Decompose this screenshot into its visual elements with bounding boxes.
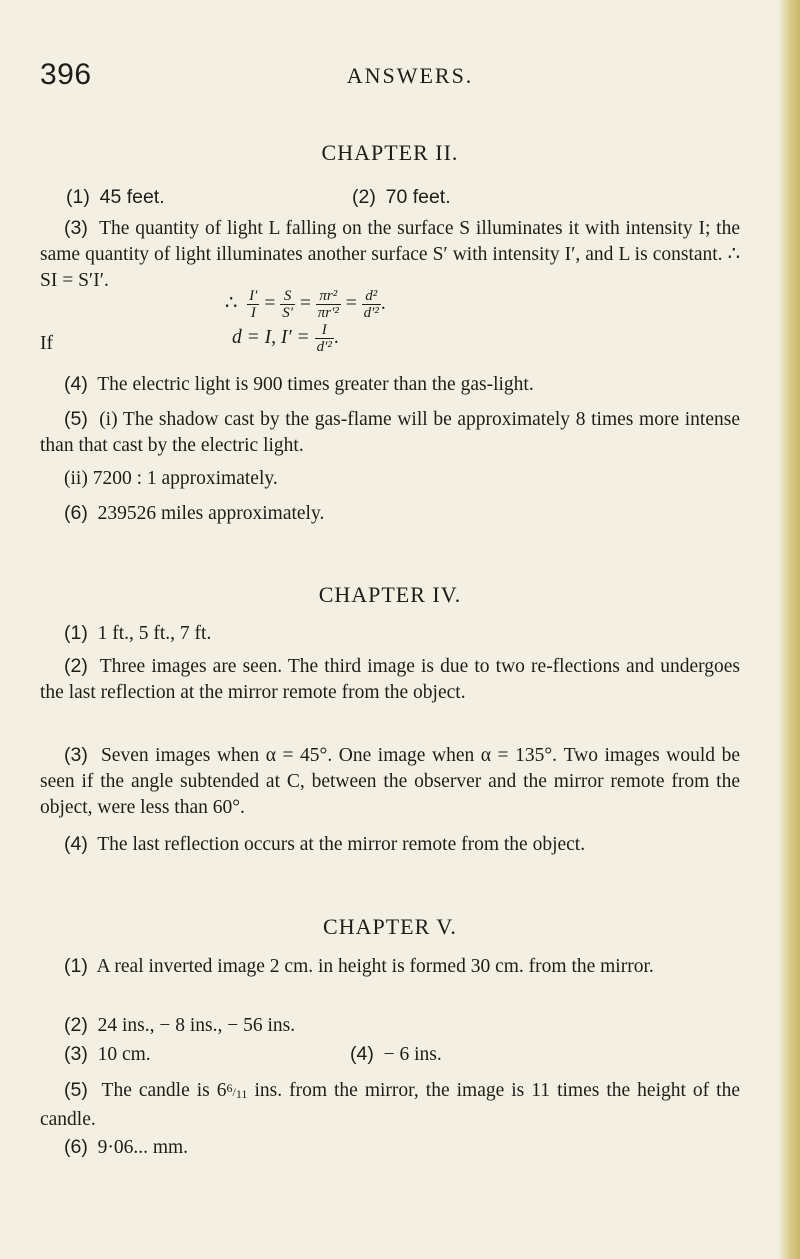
ch4-answer-4: (4) The last reflection occurs at the mirror remote from the object.: [64, 833, 586, 855]
ch2-answer-4: (4) The electric light is 900 times greater than the gas-light.: [64, 373, 534, 395]
ch5-answer-6: (6) 9·06... mm.: [64, 1136, 189, 1158]
ch2-answer-1: (1) 45 feet.: [66, 186, 165, 208]
ch2-answer-3: (3) The quantity of light L falling on the surface S illuminates it with intensity I; the same quantity of light illuminates another surface S′ with intensity I′, and L is constant. ∴ SI = S′I′.: [40, 217, 740, 291]
chapter-5-title: CHAPTER V.: [323, 914, 457, 939]
ch2-if-label: If: [40, 333, 53, 354]
ch2-answer-5b: (ii) 7200 : 1 approximately.: [64, 468, 278, 489]
ch5-answer-5: (5) The candle is $6^6/11$ ins. from the mirror, the image is 11 times the height of the candle.: [40, 1079, 740, 1130]
ch2-answer-2: (2) 70 feet.: [352, 186, 451, 208]
running-head: ANSWERS.: [346, 63, 474, 88]
ch2-answer-5: (5) (i) The shadow cast by the gas-flame will be approximately 8 times more intense than that cast by the electric light.: [40, 408, 740, 456]
ch2-answer-6: (6) 239526 miles approximately.: [64, 502, 325, 524]
ch5-answer-3: (3) 10 cm.: [64, 1043, 151, 1065]
ch4-answer-3: (3) Seven images when α = 45°. One image when α = 135°. Two images would be seen if the angle subtended at C, between the observer and the mirror remote from the object, were less than 60°.: [40, 744, 741, 818]
ch5-answer-2: (2) 24 ins., − 8 ins., − 56 ins.: [64, 1014, 296, 1036]
ch4-answer-1: (1) 1 ft., 5 ft., 7 ft.: [64, 622, 212, 644]
ch5-answer-4: (4) − 6 ins.: [350, 1043, 442, 1065]
page-edge: [778, 0, 800, 1259]
page-header: [40, 58, 740, 98]
page-number: 396: [40, 58, 92, 91]
ch2-equation-condition: d = I, I′ = $\frac{I}{\text{d′²}}$ .: [232, 322, 339, 355]
ch4-answer-2: (2) Three images are seen. The third image is due to two re-flections and undergoes the last reflection at the mirror remote from the object.: [40, 655, 741, 703]
ch2-equation-ratio: ∴ $\frac{I'}{I}$ = $\frac{S}{S'}$ = $\frac{\text{πr²}}{\text{πr′²}}$ = $\frac{\text{d²}}{\text{d′²}}$ .: [225, 288, 386, 321]
chapter-2-title: CHAPTER II.: [321, 140, 459, 165]
ch5-answer-1: (1) A real inverted image 2 cm. in height is formed 30 cm. from the mirror.: [64, 955, 654, 977]
chapter-4-title: CHAPTER IV.: [318, 582, 462, 607]
